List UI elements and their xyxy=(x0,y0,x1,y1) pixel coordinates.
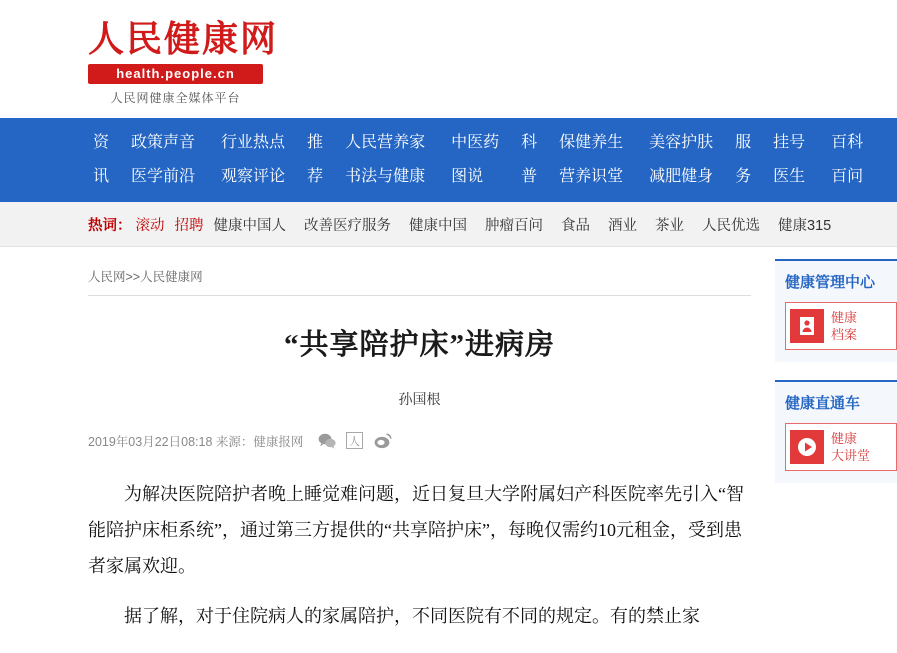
article-author: 孙国根 xyxy=(398,391,441,407)
nav-item-baike[interactable]: 百科 xyxy=(831,134,864,151)
nav-group-zixun[interactable] xyxy=(84,118,118,202)
logo-chinese-text: 人民健康网 xyxy=(88,19,279,59)
article-paragraph: 为解决医院陪护者晚上睡觉难问题，近日复旦大学附属妇产科医院率先引入“智能陪护床柜系统”，通过第三方提供的“共享陪护床”，每晚仅需约10元租金，受到患者家属欢迎。 xyxy=(88,484,744,576)
nav-group-fuwu[interactable] xyxy=(726,118,760,202)
wechat-icon[interactable] xyxy=(317,431,336,450)
nav-group-industry[interactable] xyxy=(208,118,298,202)
nav-group-health[interactable] xyxy=(546,118,636,202)
nav-item-tui[interactable]: 推 xyxy=(307,134,324,151)
nav-group-service[interactable] xyxy=(760,118,818,202)
nav-item-tushuo[interactable]: 图说 xyxy=(451,168,484,185)
nav-item-jianfeijianshen[interactable]: 减肥健身 xyxy=(649,168,714,185)
hotword-gaishanyiliaofuwu[interactable]: 改善医疗服务 xyxy=(304,217,391,234)
hotwords-label: 热词： xyxy=(88,217,132,234)
nav-group-policy[interactable] xyxy=(118,118,208,202)
rail-card-title: 健康管理中心 xyxy=(785,274,876,291)
hotword-renminyouxuan[interactable]: 人民优选 xyxy=(702,217,760,234)
nav-group-beauty[interactable] xyxy=(636,118,726,202)
rail-item-health-record[interactable] xyxy=(785,302,897,350)
rail-item-line1: 健康 xyxy=(831,431,858,446)
person-record-icon xyxy=(790,309,824,343)
nav-item-zhongyiyao[interactable]: 中医药 xyxy=(451,134,500,151)
nav-item-baojianyangsheng[interactable]: 保健养生 xyxy=(559,134,624,151)
rail-item-line1: 健康 xyxy=(831,310,858,325)
hotword-zhongliubaiwen[interactable]: 肿瘤百问 xyxy=(485,217,543,234)
site-logo[interactable] xyxy=(88,18,279,106)
share-icon-group xyxy=(317,431,392,450)
rail-item-text xyxy=(831,430,870,464)
hotwords-bar xyxy=(0,202,897,247)
weibo-people-icon[interactable] xyxy=(345,431,364,450)
article-column xyxy=(88,259,751,648)
sidebar-right xyxy=(775,259,897,501)
nav-item-guanchapinglun[interactable]: 观察评论 xyxy=(221,168,286,185)
nav-item-shufayujiankang[interactable]: 书法与健康 xyxy=(345,168,426,185)
nav-group-baike[interactable] xyxy=(818,118,876,202)
rail-item-health-lecture[interactable] xyxy=(785,423,897,471)
hotword-jiankang315[interactable]: 健康315 xyxy=(778,217,832,234)
hotword-jiankangzhongguo[interactable]: 健康中国 xyxy=(409,217,467,234)
hotword-chaye[interactable]: 茶业 xyxy=(655,217,684,234)
hotword-gundong[interactable]: 滚动 xyxy=(135,217,165,234)
nav-item-meironghufu[interactable]: 美容护肤 xyxy=(649,134,714,151)
nav-item-hangyeredian[interactable]: 行业热点 xyxy=(221,134,286,151)
nav-item-yisheng[interactable]: 医生 xyxy=(773,168,806,185)
nav-item-baiwen[interactable]: 百问 xyxy=(831,168,864,185)
nav-group-nutrition[interactable] xyxy=(332,118,438,202)
rail-item-line2: 大讲堂 xyxy=(831,448,871,463)
nav-item-fu[interactable]: 服 xyxy=(735,134,752,151)
nav-group-tuijian[interactable] xyxy=(298,118,332,202)
nav-item-yixueqianyan[interactable]: 医学前沿 xyxy=(131,168,196,185)
breadcrumb[interactable]: 人民网>>人民健康网 xyxy=(88,270,203,284)
nav-item-ke[interactable]: 科 xyxy=(521,134,538,151)
weibo-icon[interactable] xyxy=(373,431,392,450)
main-navigation xyxy=(0,118,897,202)
rail-card-title: 健康直通车 xyxy=(785,395,861,412)
hotword-jiankangzhongguoren[interactable]: 健康中国人 xyxy=(213,217,286,234)
rail-item-text xyxy=(831,309,857,343)
nav-item-zhengceshengyin[interactable]: 政策声音 xyxy=(131,134,196,151)
hotword-jiuye[interactable]: 酒业 xyxy=(608,217,637,234)
svg-text:人: 人 xyxy=(349,436,361,448)
nav-group-tcm[interactable] xyxy=(438,118,512,202)
logo-subtitle: 人民网健康全媒体平台 xyxy=(110,91,241,105)
hotword-zhaopin[interactable]: 招聘 xyxy=(174,217,204,234)
breadcrumb-divider xyxy=(88,295,751,296)
nav-item-renminyingyangjia[interactable]: 人民营养家 xyxy=(345,134,426,151)
nav-item-yingyangshitang[interactable]: 营养识堂 xyxy=(559,168,624,185)
nav-item-pu[interactable]: 普 xyxy=(521,168,538,185)
nav-item-zi[interactable]: 资 xyxy=(93,134,110,151)
nav-item-xun[interactable]: 讯 xyxy=(93,168,110,185)
hotword-shipin[interactable]: 食品 xyxy=(561,217,590,234)
page-title: “共享陪护床”进病房 xyxy=(283,329,555,361)
logo-url-badge: health.people.cn xyxy=(88,64,263,84)
nav-columns xyxy=(84,118,876,202)
play-circle-icon xyxy=(790,430,824,464)
nav-item-wu[interactable]: 务 xyxy=(735,168,752,185)
article-meta-row xyxy=(88,431,751,450)
rail-card-health-express xyxy=(775,380,897,483)
rail-item-line2: 档案 xyxy=(831,327,858,342)
site-masthead xyxy=(0,0,897,118)
article-timestamp-source: 2019年03月22日08:18 来源：健康报网 xyxy=(88,434,304,449)
nav-item-jian[interactable]: 荐 xyxy=(307,168,324,185)
nav-group-kepu[interactable] xyxy=(512,118,546,202)
rail-card-health-management xyxy=(775,259,897,362)
article-paragraph: 据了解，对于住院病人的家属陪护，不同医院有不同的规定。有的禁止家 xyxy=(124,606,700,626)
nav-item-guahao[interactable]: 挂号 xyxy=(773,134,806,151)
